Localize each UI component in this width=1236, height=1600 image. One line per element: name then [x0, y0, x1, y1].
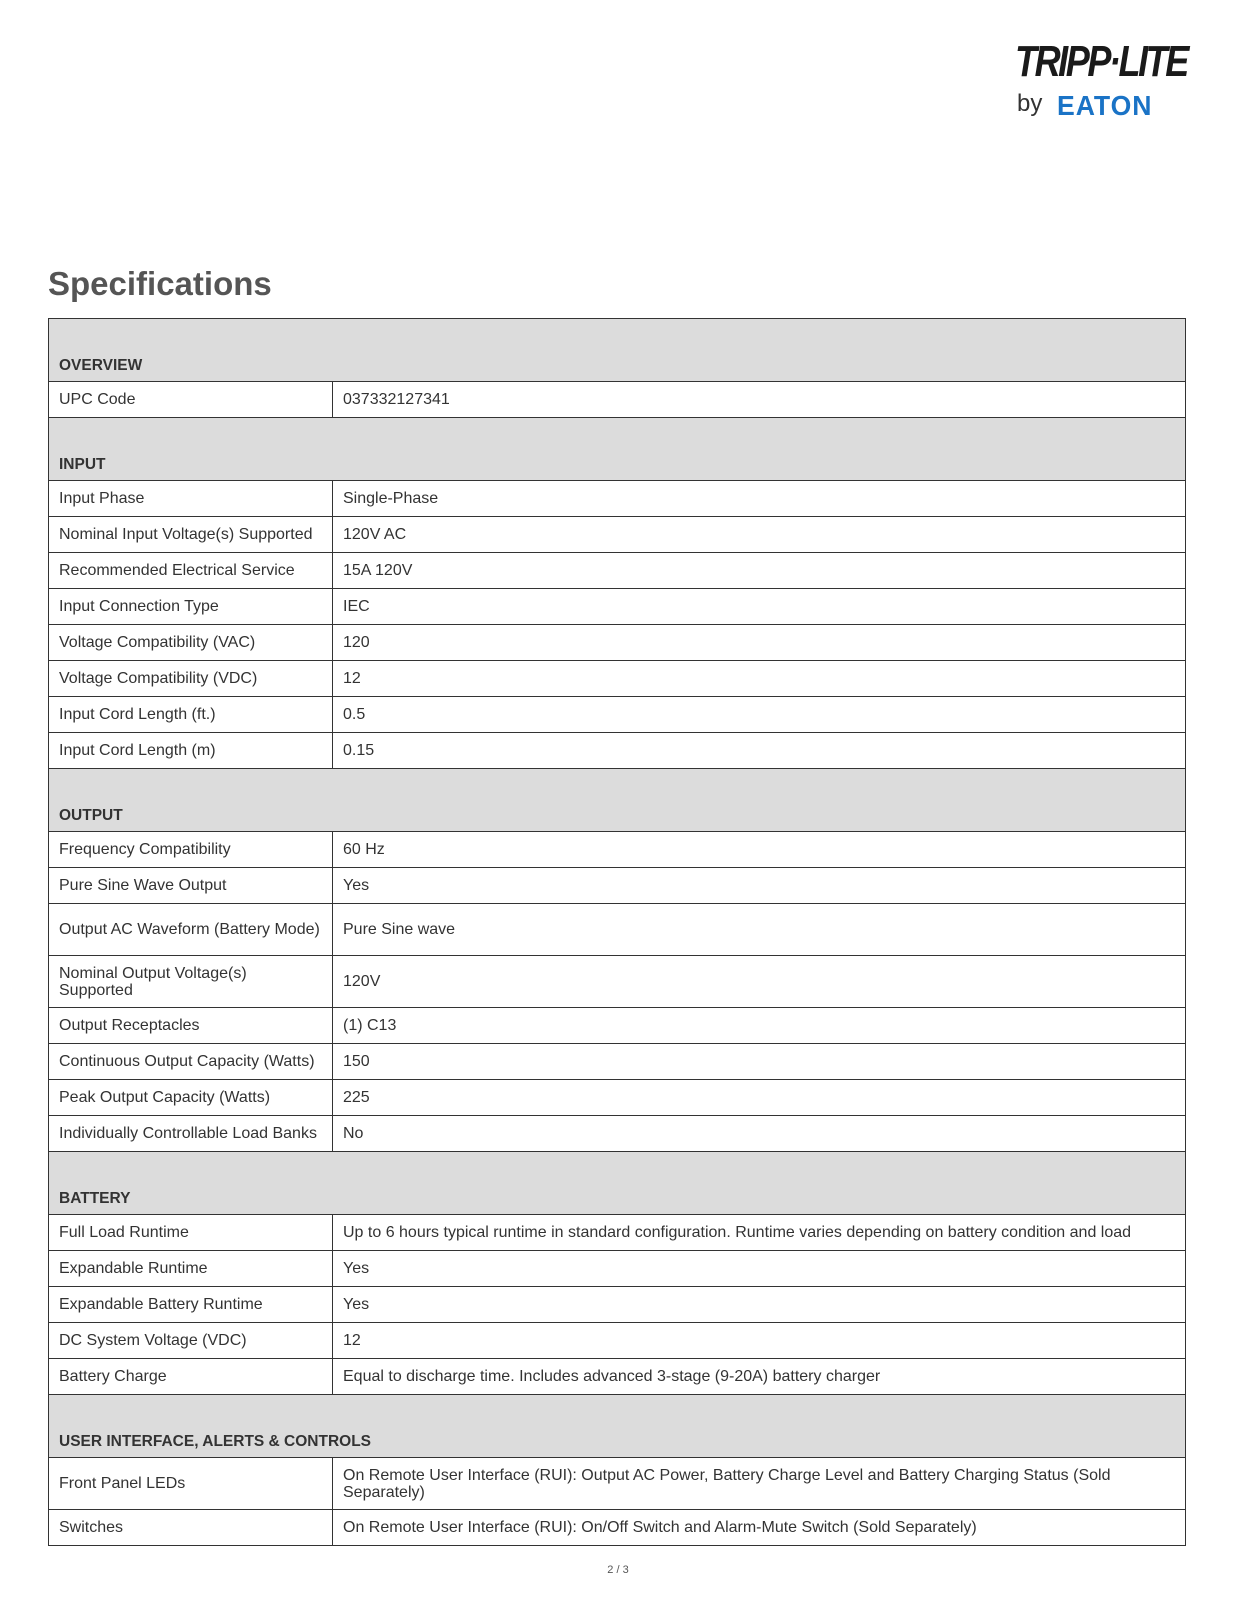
spec-value: 0.15: [333, 733, 1186, 769]
table-row: [49, 1287, 1186, 1323]
table-row: [49, 553, 1186, 589]
spec-value: 15A 120V: [333, 553, 1186, 589]
spec-label: Output AC Waveform (Battery Mode): [49, 904, 333, 956]
section-title: USER INTERFACE, ALERTS & CONTROLS: [49, 1395, 1186, 1458]
spec-value: Equal to discharge time. Includes advanced 3-stage (9-20A) battery charger: [333, 1359, 1186, 1395]
spec-value: (1) C13: [333, 1008, 1186, 1044]
logo-by-text: by: [1017, 90, 1043, 117]
logo-parent-text: EATON: [1057, 90, 1153, 121]
page-number: 2 / 3: [607, 1564, 629, 1576]
table-row: [49, 382, 1186, 418]
spec-label: Nominal Input Voltage(s) Supported: [49, 517, 333, 553]
spec-label: Nominal Output Voltage(s) Supported: [49, 956, 333, 1008]
spec-label: Expandable Battery Runtime: [49, 1287, 333, 1323]
section-header: [49, 1395, 1186, 1458]
spec-label: DC System Voltage (VDC): [49, 1323, 333, 1359]
spec-value: IEC: [333, 589, 1186, 625]
spec-label: Input Cord Length (ft.): [49, 697, 333, 733]
table-row: [49, 1080, 1186, 1116]
spec-label: Switches: [49, 1510, 333, 1546]
spec-label: Recommended Electrical Service: [49, 553, 333, 589]
spec-label: Voltage Compatibility (VAC): [49, 625, 333, 661]
specifications-table: [48, 318, 1186, 1546]
table-row: [49, 904, 1186, 956]
spec-value: Single-Phase: [333, 481, 1186, 517]
table-row: [49, 625, 1186, 661]
spec-value: Yes: [333, 868, 1186, 904]
table-row: [49, 1215, 1186, 1251]
spec-value: 120V AC: [333, 517, 1186, 553]
spec-value: Pure Sine wave: [333, 904, 1186, 956]
spec-label: Continuous Output Capacity (Watts): [49, 1044, 333, 1080]
spec-label: Battery Charge: [49, 1359, 333, 1395]
table-row: [49, 589, 1186, 625]
section-title: OVERVIEW: [49, 319, 1186, 382]
page-title: Specifications: [48, 265, 272, 302]
table-row: [49, 1116, 1186, 1152]
table-row: [49, 868, 1186, 904]
spec-value: 120: [333, 625, 1186, 661]
spec-value: Yes: [333, 1287, 1186, 1323]
spec-label: Output Receptacles: [49, 1008, 333, 1044]
spec-value: 120V: [333, 956, 1186, 1008]
spec-value: Yes: [333, 1251, 1186, 1287]
section-header: [49, 319, 1186, 382]
table-row: [49, 733, 1186, 769]
spec-label: Full Load Runtime: [49, 1215, 333, 1251]
section-header: [49, 418, 1186, 481]
brand-logo: [1015, 37, 1195, 130]
table-row: [49, 1251, 1186, 1287]
spec-label: Peak Output Capacity (Watts): [49, 1080, 333, 1116]
spec-label: Frequency Compatibility: [49, 832, 333, 868]
spec-label: Individually Controllable Load Banks: [49, 1116, 333, 1152]
section-title: OUTPUT: [49, 769, 1186, 832]
section-header: [49, 769, 1186, 832]
table-row: [49, 1044, 1186, 1080]
section-header: [49, 1152, 1186, 1215]
table-row: [49, 697, 1186, 733]
section-title: BATTERY: [49, 1152, 1186, 1215]
table-row: [49, 1458, 1186, 1510]
spec-value: On Remote User Interface (RUI): Output AC Power, Battery Charge Level and Battery Charging Status (Sold Separately): [333, 1458, 1186, 1510]
spec-label: Input Phase: [49, 481, 333, 517]
logo-brand-text: TRIPP·LITE: [1015, 37, 1187, 86]
spec-value: 0.5: [333, 697, 1186, 733]
table-row: [49, 1359, 1186, 1395]
spec-label: UPC Code: [49, 382, 333, 418]
spec-label: Front Panel LEDs: [49, 1458, 333, 1510]
spec-label: Input Cord Length (m): [49, 733, 333, 769]
spec-label: Voltage Compatibility (VDC): [49, 661, 333, 697]
table-row: [49, 481, 1186, 517]
spec-value: 12: [333, 661, 1186, 697]
spec-label: Input Connection Type: [49, 589, 333, 625]
table-row: [49, 1510, 1186, 1546]
spec-value: On Remote User Interface (RUI): On/Off Switch and Alarm-Mute Switch (Sold Separately): [333, 1510, 1186, 1546]
spec-value: Up to 6 hours typical runtime in standard configuration. Runtime varies depending on battery condition and load: [333, 1215, 1186, 1251]
table-row: [49, 517, 1186, 553]
spec-value: 12: [333, 1323, 1186, 1359]
spec-label: Pure Sine Wave Output: [49, 868, 333, 904]
spec-value: No: [333, 1116, 1186, 1152]
section-title: INPUT: [49, 418, 1186, 481]
table-row: [49, 832, 1186, 868]
table-row: [49, 1323, 1186, 1359]
spec-label: Expandable Runtime: [49, 1251, 333, 1287]
spec-value: 150: [333, 1044, 1186, 1080]
table-row: [49, 956, 1186, 1008]
table-row: [49, 661, 1186, 697]
spec-value: 225: [333, 1080, 1186, 1116]
spec-value: 037332127341: [333, 382, 1186, 418]
spec-value: 60 Hz: [333, 832, 1186, 868]
table-row: [49, 1008, 1186, 1044]
